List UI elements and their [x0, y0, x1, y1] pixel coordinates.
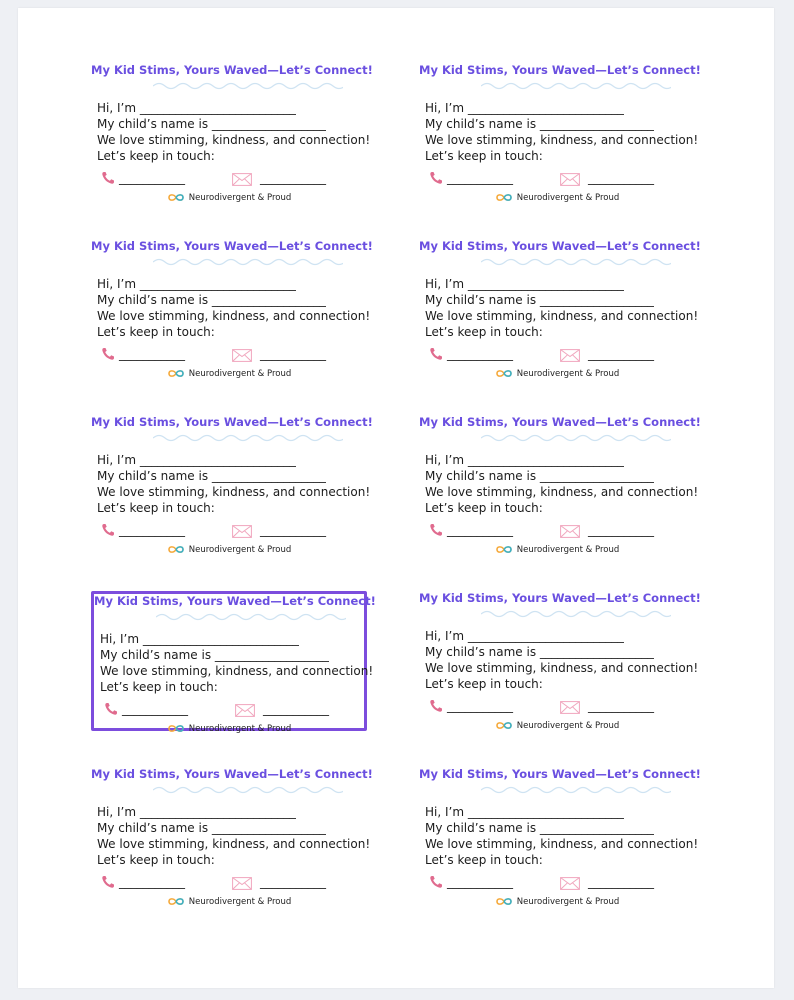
- tagline-text: Neurodivergent & Proud: [516, 721, 620, 731]
- envelope-icon: [235, 704, 255, 717]
- email-blank: ___________: [588, 171, 654, 185]
- child-name-line: My child’s name is ___________________: [100, 648, 329, 662]
- hi-line: Hi, I’m __________________________: [97, 101, 296, 115]
- contact-row: [101, 523, 361, 539]
- tagline-text: Neurodivergent & Proud: [188, 369, 292, 379]
- phone-icon: [101, 523, 115, 537]
- keep-in-touch-line: Let’s keep in touch:: [425, 325, 543, 339]
- envelope-icon: [560, 877, 580, 890]
- label-sheet: [18, 8, 774, 988]
- phone-blank: ___________: [447, 523, 513, 537]
- phone-blank: ___________: [119, 347, 185, 361]
- keep-in-touch-line: Let’s keep in touch:: [425, 149, 543, 163]
- card-title: My Kid Stims, Yours Waved—Let’s Connect!: [91, 239, 373, 253]
- keep-in-touch-line: Let’s keep in touch:: [425, 501, 543, 515]
- wave-decoration: [153, 785, 343, 795]
- envelope-icon: [560, 173, 580, 186]
- love-line: We love stimming, kindness, and connection!: [97, 133, 371, 147]
- envelope-icon: [560, 349, 580, 362]
- contact-card: [91, 239, 373, 379]
- tagline-text: Neurodivergent & Proud: [188, 724, 292, 734]
- hi-line: Hi, I’m __________________________: [425, 453, 624, 467]
- keep-in-touch-line: Let’s keep in touch:: [97, 501, 215, 515]
- wave-decoration: [481, 257, 671, 267]
- contact-card: [419, 239, 701, 379]
- contact-row: [429, 875, 689, 891]
- contact-card: [91, 415, 373, 555]
- phone-blank: ___________: [119, 523, 185, 537]
- infinity-icon: [495, 545, 513, 554]
- phone-icon: [104, 702, 118, 716]
- tagline-text: Neurodivergent & Proud: [516, 897, 620, 907]
- tagline-text: Neurodivergent & Proud: [516, 193, 620, 203]
- tagline-text: Neurodivergent & Proud: [516, 369, 620, 379]
- child-name-line: My child’s name is ___________________: [425, 645, 654, 659]
- infinity-icon: [167, 193, 185, 202]
- hi-line: Hi, I’m __________________________: [425, 629, 624, 643]
- tagline: [419, 897, 695, 907]
- love-line: We love stimming, kindness, and connection!: [97, 309, 371, 323]
- email-blank: ___________: [588, 699, 654, 713]
- envelope-icon: [232, 525, 252, 538]
- card-title: My Kid Stims, Yours Waved—Let’s Connect!: [419, 63, 701, 77]
- hi-line: Hi, I’m __________________________: [97, 805, 296, 819]
- card-title: My Kid Stims, Yours Waved—Let’s Connect!: [419, 239, 701, 253]
- contact-card: [419, 63, 701, 203]
- email-blank: ___________: [588, 875, 654, 889]
- envelope-icon: [232, 173, 252, 186]
- infinity-icon: [495, 193, 513, 202]
- phone-blank: ___________: [119, 875, 185, 889]
- contact-card: [91, 767, 373, 907]
- child-name-line: My child’s name is ___________________: [425, 469, 654, 483]
- love-line: We love stimming, kindness, and connection!: [97, 485, 371, 499]
- tagline-text: Neurodivergent & Proud: [188, 897, 292, 907]
- love-line: We love stimming, kindness, and connection!: [100, 664, 374, 678]
- infinity-icon: [167, 545, 185, 554]
- tagline: [91, 193, 367, 203]
- phone-icon: [101, 875, 115, 889]
- email-blank: ___________: [260, 875, 326, 889]
- phone-blank: ___________: [447, 347, 513, 361]
- email-blank: ___________: [260, 171, 326, 185]
- tagline: [91, 369, 367, 379]
- contact-card: [419, 591, 701, 731]
- contact-row: [429, 699, 689, 715]
- wave-decoration: [156, 612, 346, 622]
- wave-decoration: [481, 785, 671, 795]
- infinity-icon: [167, 369, 185, 378]
- love-line: We love stimming, kindness, and connection!: [425, 309, 699, 323]
- tagline: [419, 193, 695, 203]
- contact-card-selected: [91, 591, 376, 734]
- card-title: My Kid Stims, Yours Waved—Let’s Connect!: [91, 63, 373, 77]
- tagline: [91, 897, 367, 907]
- phone-icon: [429, 171, 443, 185]
- tagline: [419, 369, 695, 379]
- envelope-icon: [560, 525, 580, 538]
- contact-row: [101, 347, 361, 363]
- contact-row: [429, 523, 689, 539]
- phone-blank: ___________: [447, 171, 513, 185]
- phone-icon: [101, 347, 115, 361]
- card-title: My Kid Stims, Yours Waved—Let’s Connect!: [91, 415, 373, 429]
- love-line: We love stimming, kindness, and connection!: [425, 661, 699, 675]
- wave-decoration: [153, 433, 343, 443]
- wave-decoration: [153, 81, 343, 91]
- card-title: My Kid Stims, Yours Waved—Let’s Connect!: [91, 767, 373, 781]
- contact-card: [91, 63, 373, 203]
- keep-in-touch-line: Let’s keep in touch:: [97, 149, 215, 163]
- hi-line: Hi, I’m __________________________: [425, 805, 624, 819]
- child-name-line: My child’s name is ___________________: [425, 117, 654, 131]
- contact-row: [101, 171, 361, 187]
- phone-icon: [429, 523, 443, 537]
- wave-decoration: [481, 433, 671, 443]
- phone-icon: [429, 347, 443, 361]
- email-blank: ___________: [263, 702, 329, 716]
- tagline-text: Neurodivergent & Proud: [188, 545, 292, 555]
- email-blank: ___________: [588, 523, 654, 537]
- wave-decoration: [481, 81, 671, 91]
- phone-blank: ___________: [447, 699, 513, 713]
- contact-row: [429, 347, 689, 363]
- phone-icon: [429, 875, 443, 889]
- love-line: We love stimming, kindness, and connection!: [425, 133, 699, 147]
- child-name-line: My child’s name is ___________________: [425, 293, 654, 307]
- infinity-icon: [167, 897, 185, 906]
- infinity-icon: [167, 724, 185, 733]
- card-title: My Kid Stims, Yours Waved—Let’s Connect!: [419, 591, 701, 605]
- envelope-icon: [560, 701, 580, 714]
- child-name-line: My child’s name is ___________________: [97, 293, 326, 307]
- contact-row: [104, 702, 364, 718]
- contact-row: [429, 171, 689, 187]
- card-title: My Kid Stims, Yours Waved—Let’s Connect!: [419, 767, 701, 781]
- hi-line: Hi, I’m __________________________: [425, 277, 624, 291]
- tagline-text: Neurodivergent & Proud: [516, 545, 620, 555]
- hi-line: Hi, I’m __________________________: [97, 453, 296, 467]
- tagline: [419, 545, 695, 555]
- tagline: [94, 724, 364, 734]
- keep-in-touch-line: Let’s keep in touch:: [425, 853, 543, 867]
- contact-card: [419, 415, 701, 555]
- hi-line: Hi, I’m __________________________: [100, 632, 299, 646]
- hi-line: Hi, I’m __________________________: [97, 277, 296, 291]
- tagline: [91, 545, 367, 555]
- love-line: We love stimming, kindness, and connection!: [425, 837, 699, 851]
- phone-icon: [101, 171, 115, 185]
- love-line: We love stimming, kindness, and connection!: [425, 485, 699, 499]
- email-blank: ___________: [260, 523, 326, 537]
- email-blank: ___________: [260, 347, 326, 361]
- phone-blank: ___________: [122, 702, 188, 716]
- envelope-icon: [232, 349, 252, 362]
- card-title: My Kid Stims, Yours Waved—Let’s Connect!: [419, 415, 701, 429]
- hi-line: Hi, I’m __________________________: [425, 101, 624, 115]
- keep-in-touch-line: Let’s keep in touch:: [425, 677, 543, 691]
- wave-decoration: [481, 609, 671, 619]
- contact-row: [101, 875, 361, 891]
- love-line: We love stimming, kindness, and connection!: [97, 837, 371, 851]
- infinity-icon: [495, 721, 513, 730]
- child-name-line: My child’s name is ___________________: [97, 117, 326, 131]
- child-name-line: My child’s name is ___________________: [425, 821, 654, 835]
- child-name-line: My child’s name is ___________________: [97, 821, 326, 835]
- keep-in-touch-line: Let’s keep in touch:: [97, 325, 215, 339]
- contact-card: [419, 767, 701, 907]
- wave-decoration: [153, 257, 343, 267]
- envelope-icon: [232, 877, 252, 890]
- keep-in-touch-line: Let’s keep in touch:: [100, 680, 218, 694]
- phone-blank: ___________: [447, 875, 513, 889]
- card-title: My Kid Stims, Yours Waved—Let’s Connect!: [94, 594, 376, 608]
- tagline: [419, 721, 695, 731]
- tagline-text: Neurodivergent & Proud: [188, 193, 292, 203]
- phone-blank: ___________: [119, 171, 185, 185]
- child-name-line: My child’s name is ___________________: [97, 469, 326, 483]
- phone-icon: [429, 699, 443, 713]
- infinity-icon: [495, 897, 513, 906]
- keep-in-touch-line: Let’s keep in touch:: [97, 853, 215, 867]
- infinity-icon: [495, 369, 513, 378]
- email-blank: ___________: [588, 347, 654, 361]
